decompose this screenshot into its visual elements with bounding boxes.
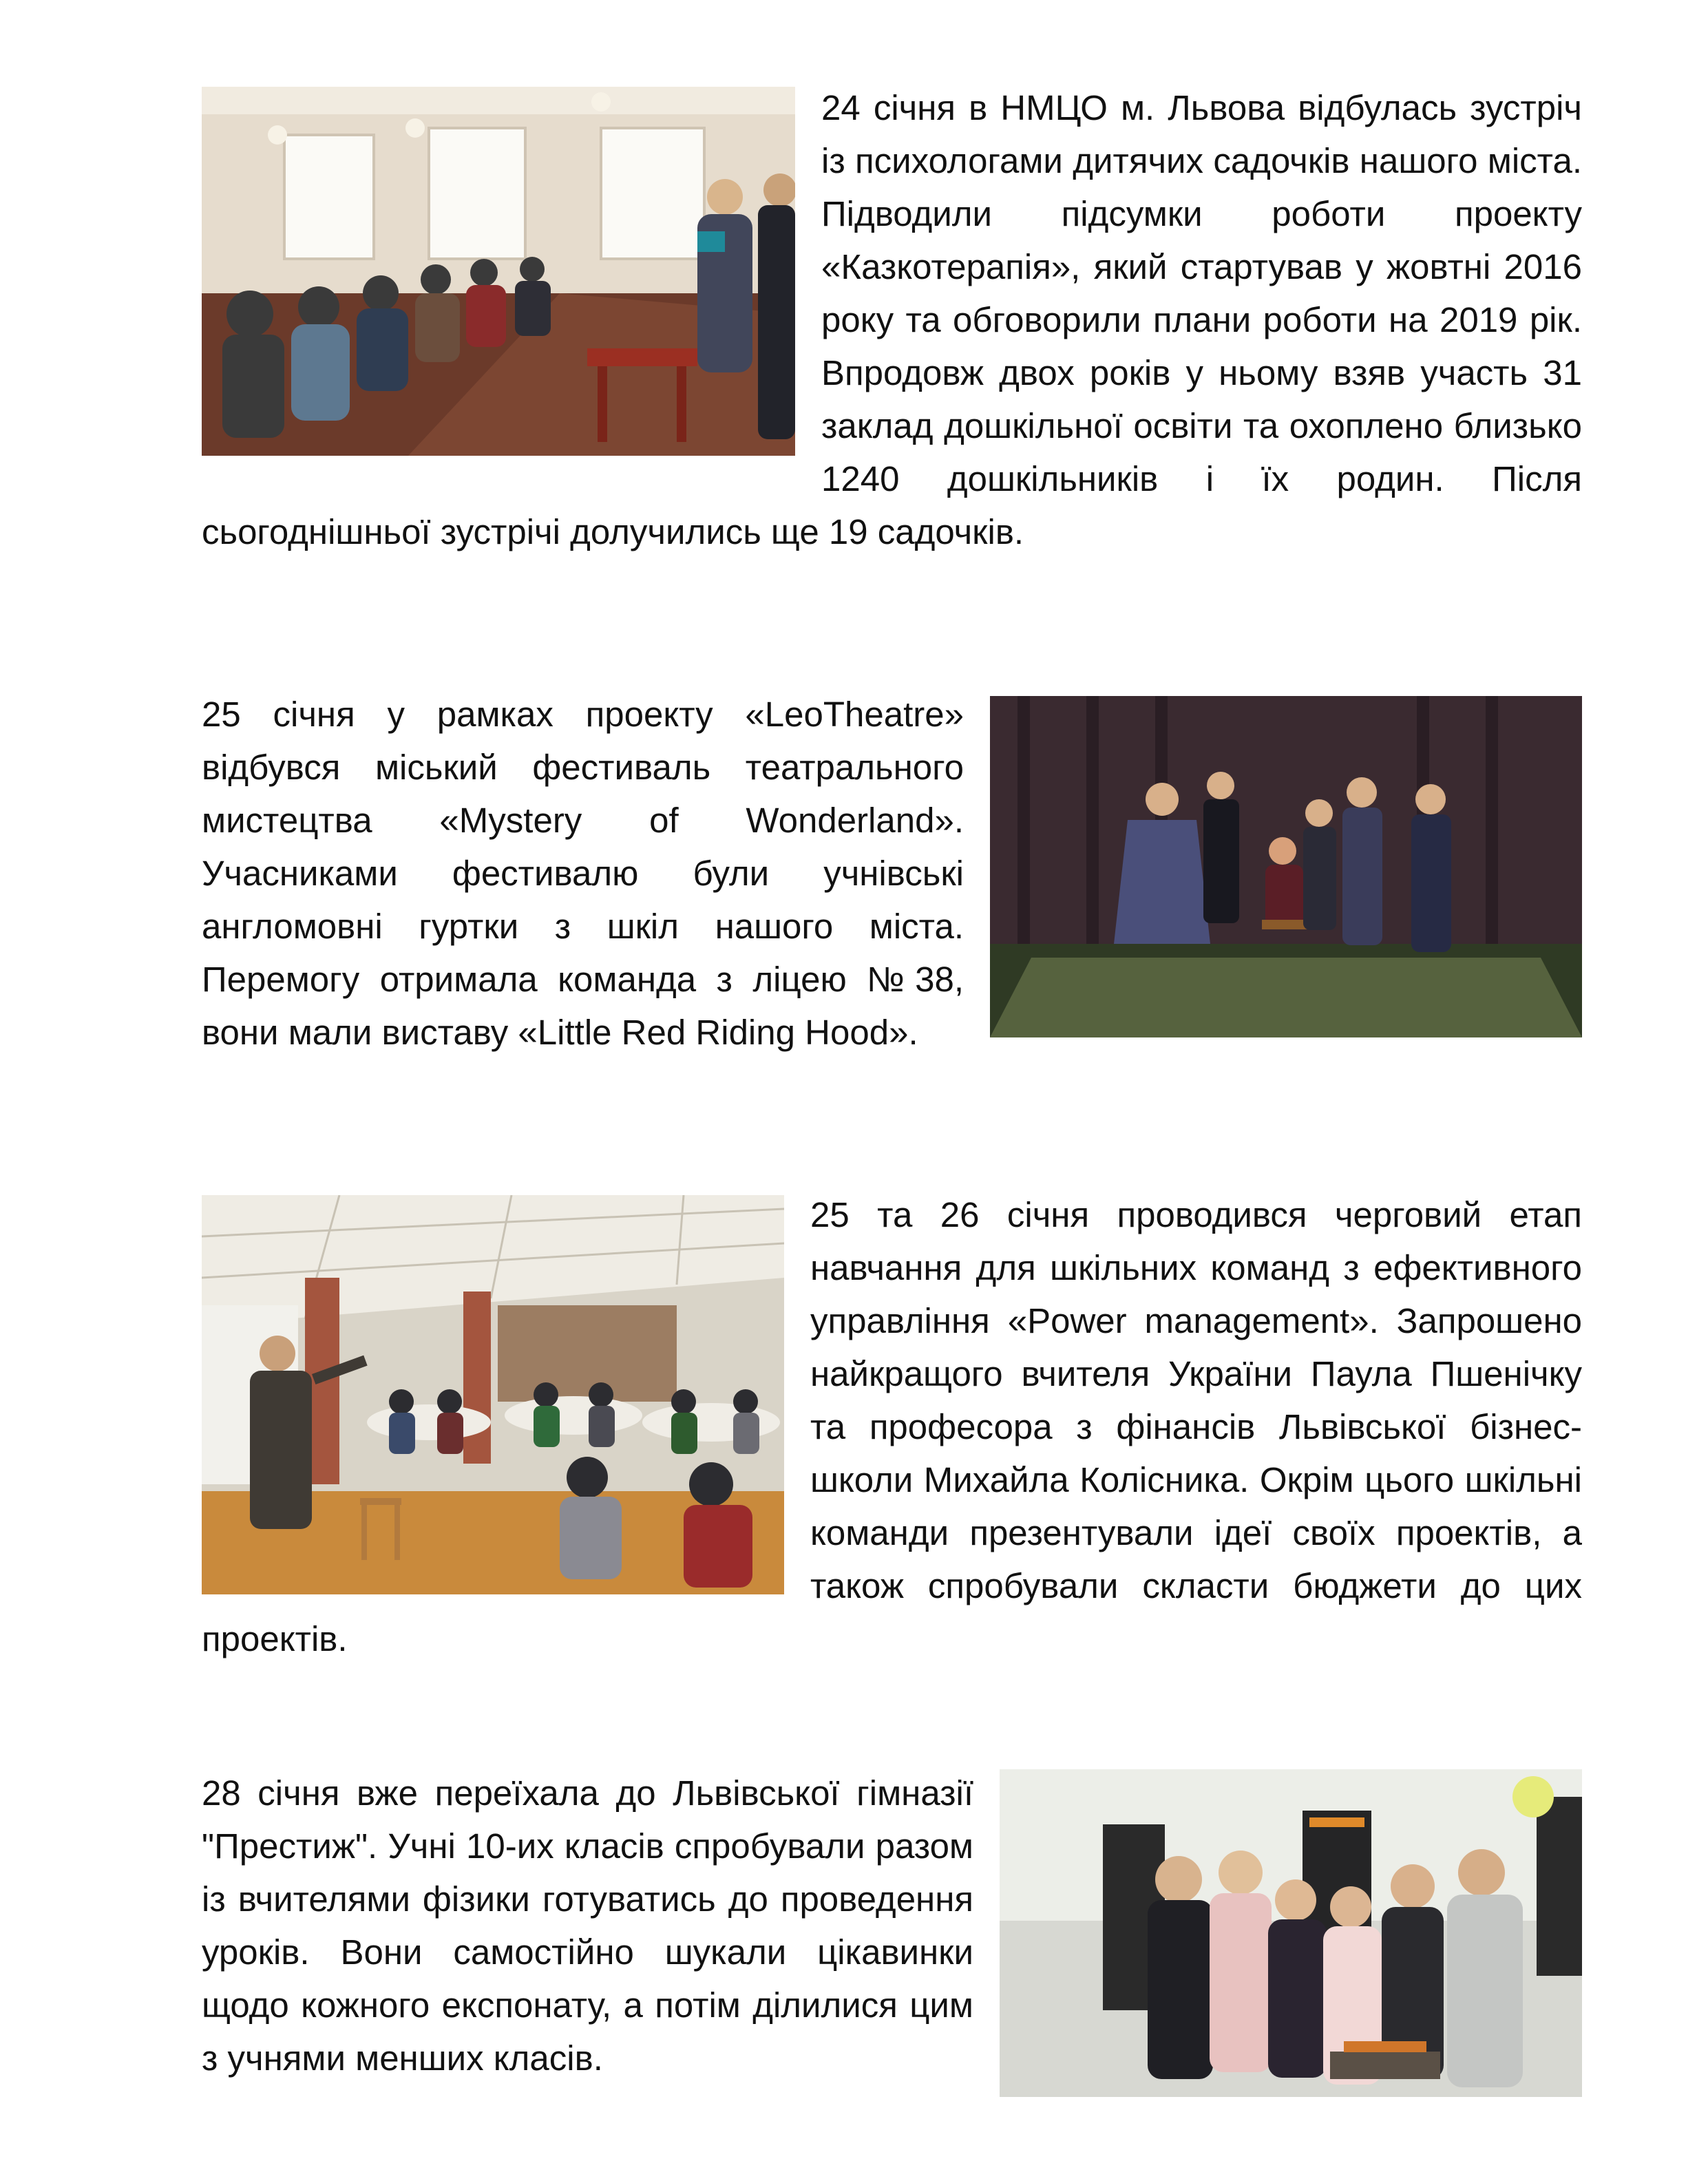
news-text-power-management: 25 та 26 січня проводився черговий етап навчання для шкільних команд з ефективного управління «Power management». Запрошено найкращого вчителя України Паула Пшенічку та професора з фінансів Львівської бізнес-школи Михайла Колісника. Окрім цього шкільні команди презентували ідеї своїх проектів, а також спробували скласти бюджети до цих проектів. <box>202 1195 1582 1658</box>
photo-training-hall <box>202 1195 784 1594</box>
photo-training-hall-illustration <box>202 1195 784 1594</box>
photo-theatre-stage-illustration <box>990 696 1582 1037</box>
news-text-prestige-gymnasium: 28 січня вже переїхала до Львівської гімназії "Престиж". Учні 10-их класів спробували разом із вчителями фізики готуватись до проведення уроків. Вони самостійно шукали цікавинки щодо кожного експонату, а потім ділилися цим з учнями менших класів. <box>202 1773 973 2078</box>
news-item-prestige-gymnasium <box>202 1767 1582 2097</box>
news-text-psychologists-meeting: 24 січня в НМЦО м. Львова відбулась зустріч із психологами дитячих садочків нашого міста. Підводили підсумки роботи проекту «Казкотерапія», який стартував у жовтні 2016 року та обговорили плани роботи на 2019 рік. Впродовж двох років у ньому взяв участь 31 заклад дошкільної освіти та охоплено близько 1240 дошкільників і їх родин. Після сьогоднішньої зустрічі долучились ще 19 садочків. <box>202 88 1582 551</box>
photo-theatre-stage <box>990 696 1582 1037</box>
news-item-leotheatre-festival <box>202 688 1582 1059</box>
photo-physics-exhibition <box>1000 1769 1582 2097</box>
news-item-power-management <box>202 1188 1582 1665</box>
photo-meeting-room <box>202 87 795 456</box>
photo-physics-exhibition-illustration <box>1000 1769 1582 2097</box>
photo-meeting-room-illustration <box>202 87 795 456</box>
news-text-leotheatre-festival: 25 січня у рамках проекту «LeoTheatre» відбувся міський фестиваль театрального мистецтва «Mystery of Wonderland». Учасниками фестивалю були учнівські англомовні гуртки з шкіл нашого міста. Перемогу отримала команда з ліцею №38, вони мали виставу «Little Red Riding Hood». <box>202 695 964 1052</box>
news-item-psychologists-meeting <box>202 81 1582 558</box>
